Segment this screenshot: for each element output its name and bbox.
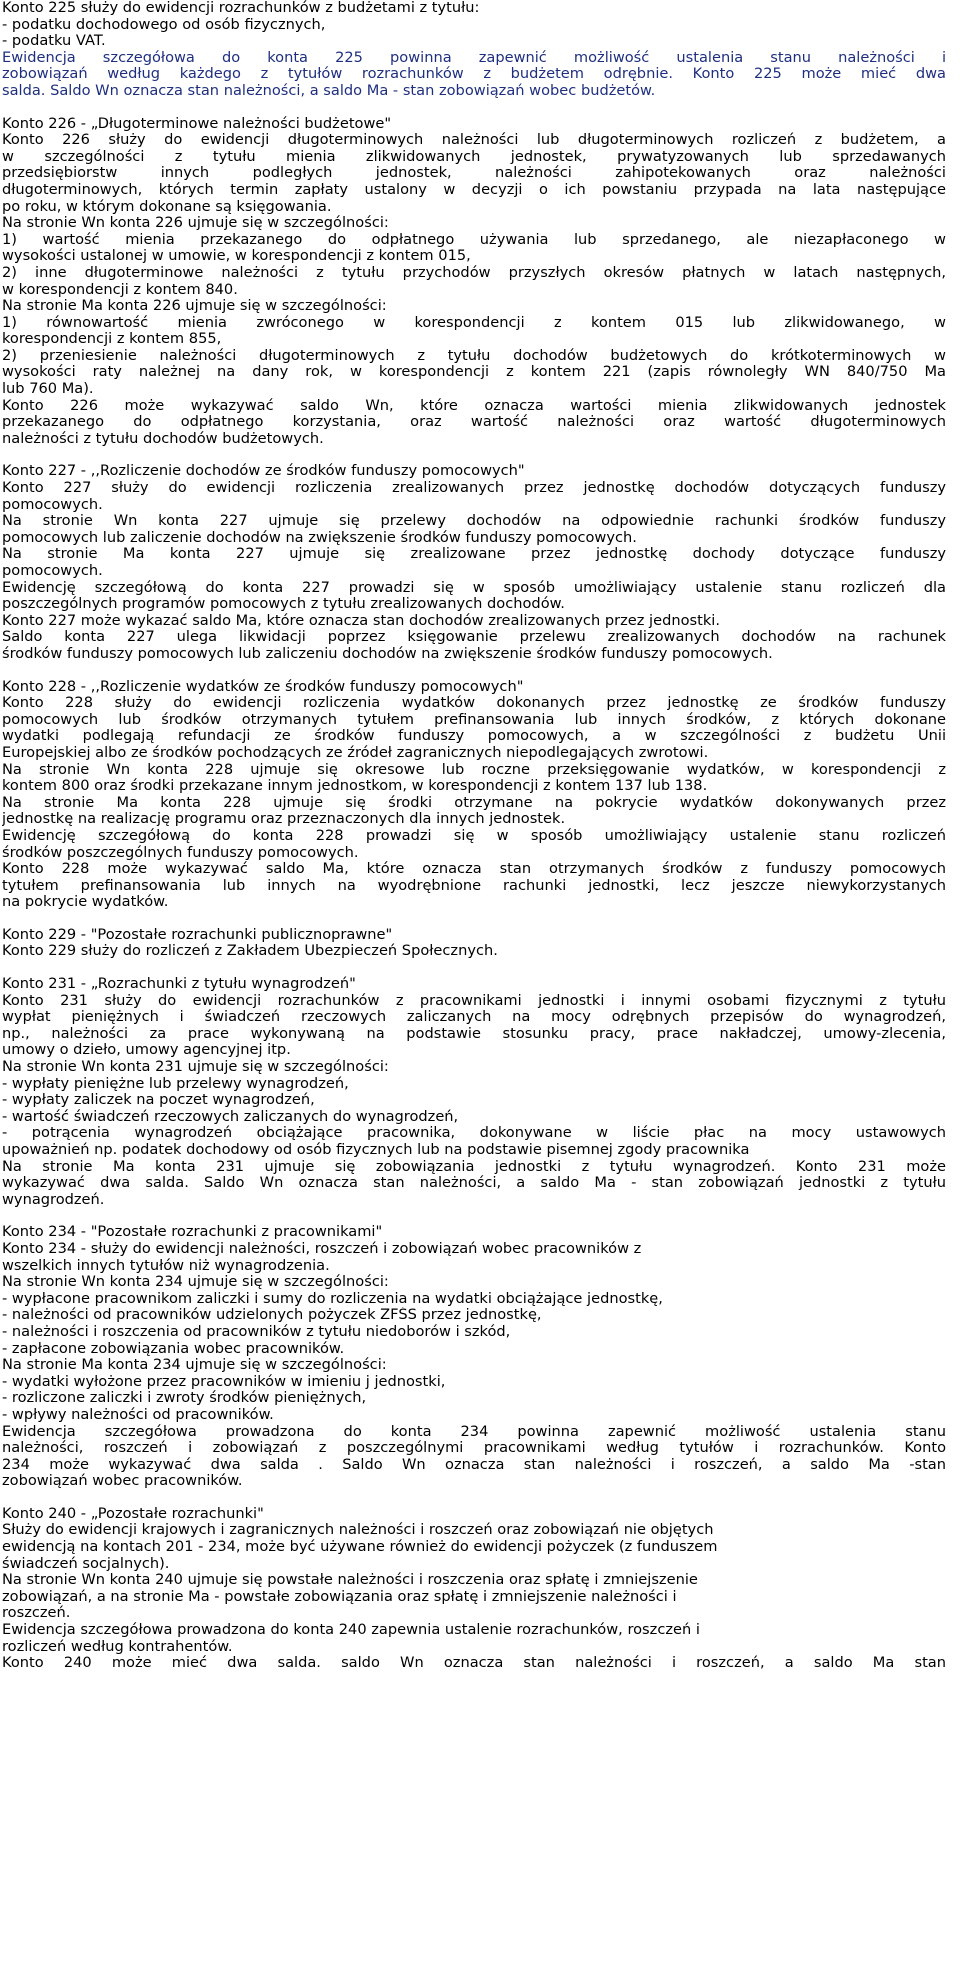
- text-line: Na stronie Wn konta 234 ujmuje się w szczególności:: [2, 1274, 389, 1291]
- text-line: Służy do ewidencji krajowych i zagranicznych należności i roszczeń oraz zobowiązań nie objętych: [2, 1522, 714, 1539]
- text-line: Konto 231 - „Rozrachunki z tytułu wynagrodzeń": [2, 976, 356, 993]
- text-line: Konto 225 służy do ewidencji rozrachunków z budżetami z tytułu:: [2, 0, 480, 16]
- text-line: - potrącenia wynagrodzeń obciążające pracownika, dokonywane w liście płac na mocy ustawowych: [2, 1125, 946, 1142]
- text-line: poszczególnych programów pomocowych z tytułu zrealizowanych dochodów.: [2, 596, 565, 613]
- text-line: zobowiązań według każdego z tytułów rozrachunków z budżetem odrębnie. Konto 225 może mieć dwa: [2, 66, 946, 83]
- text-line: Konto 228 może wykazywać saldo Ma, które oznacza stan otrzymanych środków z funduszy pomocowych: [2, 861, 946, 878]
- text-line: salda. Saldo Wn oznacza stan należności, a saldo Ma - stan zobowiązań wobec budżetów.: [2, 82, 656, 99]
- text-line: - wartość świadczeń rzeczowych zaliczanych do wynagrodzeń,: [2, 1108, 459, 1125]
- text-line: Na stronie Wn konta 226 ujmuje się w szczególności:: [2, 215, 389, 232]
- text-line: Konto 226 - „Długoterminowe należności budżetowe": [2, 115, 392, 132]
- text-line: wysokości raty należnej na dany rok, w korespondencji z kontem 221 (zapis równoległy WN 840/750 Ma: [2, 364, 946, 381]
- text-line: Na stronie Ma konta 231 ujmuje się zobowiązania jednostki z tytułu wynagrodzeń. Konto 231 może: [2, 1158, 946, 1175]
- text-line: kontem 800 oraz środki przekazane innym jednostkom, w korespondencji z kontem 137 lub 138.: [2, 778, 708, 795]
- text-line: 1) wartość mienia przekazanego do odpłatnego używania lub sprzedanego, ale niezapłaconego w: [2, 231, 946, 248]
- text-line: korespondencji z kontem 855,: [2, 331, 222, 348]
- text-line: wydatki podlegają refundacji ze środków funduszy pomocowych, a w szczególności z budżetu Unii: [2, 728, 946, 745]
- text-line: Ewidencja szczegółowa prowadzona do konta 234 powinna zapewnić możliwość ustalenia stanu: [2, 1423, 946, 1440]
- text-line: środków funduszy pomocowych lub zaliczeniu dochodów na zwiększenie środków funduszy pomocowych.: [2, 645, 773, 662]
- text-line: ewidencją na kontach 201 - 234, może być używane również do ewidencji pożyczek (z funduszem: [2, 1539, 718, 1556]
- text-line: lub 760 Ma).: [2, 381, 94, 398]
- text-line: po roku, w którym dokonane są księgowania.: [2, 198, 332, 215]
- text-line: 2) przeniesienie należności długoterminowych z tytułu dochodów budżetowych do krótkoterminowych w: [2, 347, 946, 364]
- text-line: Konto 234 - służy do ewidencji należności, roszczeń i zobowiązań wobec pracowników z: [2, 1240, 642, 1257]
- text-line: przekazanego do odpłatnego korzystania, oraz wartość należności oraz wartość długoterminowych: [2, 414, 946, 431]
- text-line: zobowiązań, a na stronie Ma - powstałe zobowiązania oraz spłatę i zmniejszenie należności i: [2, 1588, 677, 1605]
- text-line: Na stronie Ma konta 226 ujmuje się w szczególności:: [2, 298, 387, 315]
- text-line: rozliczeń według kontrahentów.: [2, 1638, 233, 1655]
- text-line: Konto 228 służy do ewidencji rozliczenia wydatków dokonanych przez jednostkę ze środków funduszy: [2, 695, 946, 712]
- text-line: np., należności za prace wykonywaną na podstawie stosunku pracy, prace nakładczej, umowy-zlecenia,: [2, 1025, 946, 1042]
- text-line: Konto 228 - ,,Rozliczenie wydatków ze środków funduszy pomocowych": [2, 678, 524, 695]
- text-line: wypłat pieniężnych i świadczeń rzeczowych zaliczanych na mocy odrębnych przepisów do wynagrodzeń,: [2, 1009, 946, 1026]
- text-section: [2, 1224, 946, 1490]
- text-section: [2, 927, 946, 960]
- text-line: Konto 234 - "Pozostałe rozrachunki z pracownikami": [2, 1224, 383, 1241]
- text-section: [2, 116, 946, 448]
- text-line: Konto 226 może wykazywać saldo Wn, które oznacza wartości mienia zlikwidowanych jednostek: [2, 397, 946, 414]
- text-line: pomocowych lub zaliczenie dochodów na zwiększenie środków funduszy pomocowych.: [2, 529, 637, 546]
- text-line: wysokości ustalonej w umowie, w korespondencji z kontem 015,: [2, 248, 471, 265]
- text-line: pomocowych.: [2, 496, 103, 513]
- text-line: - podatku dochodowego od osób fizycznych,: [2, 16, 326, 33]
- text-line: Na stronie Wn konta 228 ujmuje się okresowe lub roczne przeksięgowanie wydatków, w korespondencji z: [2, 761, 946, 778]
- text-line: jednostkę na realizację programu oraz przeznaczonych dla innych jednostek.: [2, 811, 566, 828]
- text-line: Konto 240 - „Pozostałe rozrachunki": [2, 1505, 264, 1522]
- text-line: przedsiębiorstw innych podległych jednostek, należności zahipotekowanych oraz należności: [2, 165, 946, 182]
- text-section: [2, 679, 946, 911]
- text-line: środków poszczególnych funduszy pomocowych.: [2, 844, 359, 861]
- text-line: w szczególności z tytułu mienia zlikwidowanych jednostek, prywatyzowanych lub sprzedawanych: [2, 148, 946, 165]
- text-line: zobowiązań wobec pracowników.: [2, 1473, 243, 1490]
- text-line: Konto 229 służy do rozliczeń z Zakładem Ubezpieczeń Społecznych.: [2, 943, 498, 960]
- text-line: wynagrodzeń.: [2, 1191, 105, 1208]
- text-line: świadczeń socjalnych).: [2, 1555, 170, 1572]
- text-line: Na stronie Wn konta 240 ujmuje się powstałe należności i roszczenia oraz spłatę i zmniejszenie: [2, 1572, 698, 1589]
- text-line: Ewidencję szczegółową do konta 228 prowadzi się w sposób umożliwiający ustalenie stanu rozliczeń: [2, 827, 946, 844]
- text-line: Konto 229 - "Pozostałe rozrachunki publicznoprawne": [2, 926, 393, 943]
- text-line: należności, roszczeń i zobowiązań z poszczególnymi pracownikami według tytułów i rozrachunków. Konto: [2, 1440, 946, 1457]
- text-line: - wypłaty zaliczek na poczet wynagrodzeń,: [2, 1092, 315, 1109]
- text-section: [2, 1506, 946, 1672]
- text-line: wykazywać dwa salda. Saldo Wn oznacza stan należności, a saldo Ma - stan zobowiązań jednostki z tytułu: [2, 1175, 946, 1192]
- text-line: - należności i roszczenia od pracowników z tytułu niedoborów i szkód,: [2, 1323, 511, 1340]
- text-line: pomocowych lub środków otrzymanych tytułem prefinansowania lub innych środków, z których dokonane: [2, 711, 946, 728]
- text-line: upoważnień np. podatek dochodowy od osób fizycznych lub na podstawie pisemnej zgody pracownika: [2, 1142, 750, 1158]
- text-line: - wypłacone pracownikom zaliczki i sumy do rozliczenia na wydatki obciążające jednostkę,: [2, 1290, 663, 1307]
- text-line: roszczeń.: [2, 1605, 71, 1622]
- text-line: tytułem prefinansowania lub innych na wyodrębnione rachunki jednostki, lecz jeszcze niewykorzystanych: [2, 877, 946, 894]
- text-line: - rozliczone zaliczki i zwroty środków pieniężnych,: [2, 1390, 367, 1407]
- text-line: - zapłacone zobowiązania wobec pracowników.: [2, 1340, 345, 1357]
- text-line: 2) inne długoterminowe należności z tytułu przychodów przyszłych okresów płatnych w latach następnych,: [2, 264, 946, 281]
- text-line: - wydatki wyłożone przez pracowników w imieniu j jednostki,: [2, 1373, 446, 1390]
- text-line: - wypłaty pieniężne lub przelewy wynagrodzeń,: [2, 1075, 349, 1092]
- text-section: [2, 463, 946, 662]
- text-line: długoterminowych, których termin zapłaty ustalony w decyzji o ich powstaniu przypada na lata następujące: [2, 181, 946, 198]
- text-line: Na stronie Wn konta 231 ujmuje się w szczególności:: [2, 1059, 389, 1076]
- text-line: Konto 227 - ,,Rozliczenie dochodów ze środków funduszy pomocowych": [2, 463, 525, 480]
- text-line: Na stronie Ma konta 228 ujmuje się środki otrzymane na pokrycie wydatków dokonywanych przez: [2, 794, 946, 811]
- text-line: Saldo konta 227 ulega likwidacji poprzez księgowanie przelewu zrealizowanych dochodów na rachunek: [2, 629, 946, 646]
- text-line: Na stronie Ma konta 234 ujmuje się w szczególności:: [2, 1357, 387, 1374]
- text-section: [2, 0, 946, 100]
- text-line: umowy o dzieło, umowy agencyjnej itp.: [2, 1042, 291, 1059]
- text-line: pomocowych.: [2, 563, 103, 579]
- text-line: Na stronie Wn konta 227 ujmuje się przelewy dochodów na odpowiednie rachunki środków funduszy: [2, 513, 946, 530]
- text-line: Konto 227 może wykazać saldo Ma, które oznacza stan dochodów zrealizowanych przez jednostki.: [2, 612, 720, 629]
- text-line: Ewidencja szczegółowa do konta 225 powinna zapewnić możliwość ustalenia stanu należności i: [2, 49, 946, 66]
- text-line: 234 może wykazywać dwa salda . Saldo Wn oznacza stan należności i roszczeń, a saldo Ma -stan: [2, 1456, 946, 1473]
- text-line: należności z tytułu dochodów budżetowych.: [2, 430, 324, 447]
- text-line: Ewidencję szczegółową do konta 227 prowadzi się w sposób umożliwiający ustalenie stanu rozliczeń dla: [2, 579, 946, 596]
- text-line: Europejskiej albo ze środków pochodzących ze źródeł zagranicznych niepodlegających zwrotowi.: [2, 744, 709, 761]
- text-line: Konto 227 służy do ewidencji rozliczenia zrealizowanych przez jednostkę dochodów dotyczących funduszy: [2, 480, 946, 497]
- text-line: w korespondencji z kontem 840.: [2, 281, 238, 298]
- text-line: Konto 231 służy do ewidencji rozrachunków z pracownikami jednostki i innymi osobami fizycznymi z tytułu: [2, 992, 946, 1009]
- text-section: [2, 976, 946, 1208]
- document-body: [2, 0, 946, 1672]
- text-line: Na stronie Ma konta 227 ujmuje się zrealizowane przez jednostkę dochody dotyczące funduszy: [2, 546, 946, 563]
- text-line: - podatku VAT.: [2, 33, 106, 50]
- text-line: 1) równowartość mienia zwróconego w korespondencji z kontem 015 lub zlikwidowanego, w: [2, 314, 946, 331]
- text-line: Konto 226 służy do ewidencji długoterminowych należności lub długoterminowych rozliczeń z budżetem, a: [2, 132, 946, 149]
- text-line: Konto 240 może mieć dwa salda. saldo Wn oznacza stan należności i roszczeń, a saldo Ma stan: [2, 1655, 946, 1672]
- text-line: - należności od pracowników udzielonych pożyczek ZFŚS przez jednostkę,: [2, 1307, 542, 1324]
- text-line: Ewidencja szczegółowa prowadzona do konta 240 zapewnia ustalenie rozrachunków, roszczeń i: [2, 1622, 700, 1639]
- text-line: - wpływy należności od pracowników.: [2, 1406, 274, 1423]
- text-line: wszelkich innych tytułów niż wynagrodzenia.: [2, 1257, 330, 1274]
- text-line: na pokrycie wydatków.: [2, 894, 169, 911]
